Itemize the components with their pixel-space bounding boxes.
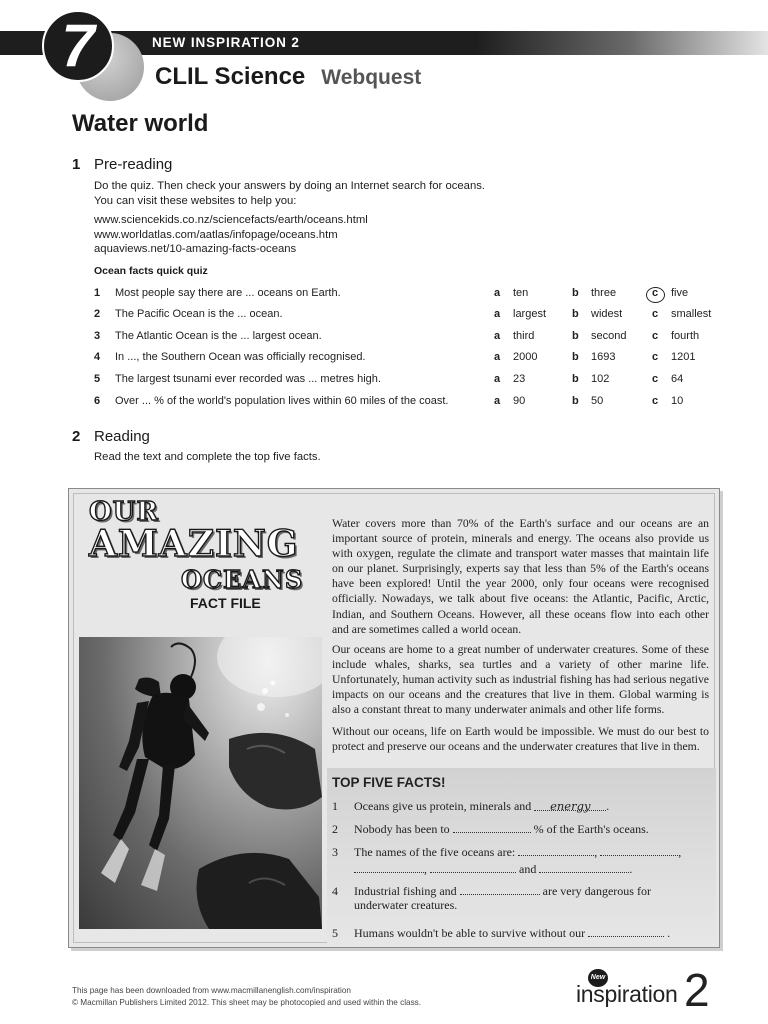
option-letter-b: b (572, 287, 579, 299)
option-c[interactable]: five (671, 287, 689, 299)
section-2-title: Reading (94, 428, 150, 445)
fact-item (332, 844, 681, 860)
fact-text-end: . (629, 862, 633, 876)
fact-text-end: are very dangerous for (542, 884, 651, 898)
brand-number: 2 (684, 964, 710, 1016)
logo-word-amazing: AMAZING (89, 523, 299, 565)
fact-text-end: . (667, 926, 671, 940)
fact-number: 2 (332, 822, 338, 836)
answer-blank[interactable] (539, 861, 629, 873)
answer-blank[interactable] (518, 844, 594, 856)
answer-blank[interactable] (588, 925, 664, 937)
quiz-number: 1 (94, 287, 101, 299)
option-letter-c: c (652, 287, 659, 299)
option-letter-a: a (494, 308, 501, 320)
quiz-row (94, 287, 734, 305)
quiz-question: The largest tsunami ever recorded was ... metres high. (115, 373, 381, 385)
option-a[interactable]: third (513, 330, 535, 342)
option-letter-a: a (494, 351, 501, 363)
option-letter-c: c (652, 351, 659, 363)
option-letter-c: c (652, 308, 659, 320)
quiz-row (94, 308, 734, 326)
option-letter-c: c (652, 330, 659, 342)
separator: , (594, 845, 598, 859)
option-letter-a: a (494, 395, 501, 407)
section-2-instructions: Read the text and complete the top five facts. (94, 451, 321, 463)
quiz-question: Over ... % of the world's population lives within 60 miles of the coast. (115, 395, 449, 407)
option-c[interactable]: 64 (671, 373, 684, 385)
section-1-title: Pre-reading (94, 156, 173, 173)
separator: , (424, 862, 427, 876)
fact-file-label: FACT FILE (190, 595, 261, 611)
answer-blank[interactable] (354, 861, 424, 873)
website-link[interactable]: www.sciencekids.co.nz/sciencefacts/earth/oceans.html (94, 214, 368, 226)
option-b[interactable]: three (591, 287, 617, 299)
option-b[interactable]: widest (591, 308, 623, 320)
fact-text: Nobody has been to (354, 822, 450, 836)
instructions-line-1: Do the quiz. Then check your answers by doing an Internet search for oceans. (94, 180, 486, 192)
diver-photo (79, 637, 322, 929)
quiz-question: The Atlantic Ocean is the ... largest ocean. (115, 330, 322, 342)
option-a[interactable]: largest (513, 308, 547, 320)
website-link[interactable]: aquaviews.net/10-amazing-facts-oceans (94, 243, 297, 255)
section-1-instructions (94, 179, 485, 208)
top-five-facts-title: TOP FIVE FACTS! (332, 775, 446, 790)
quiz-row (94, 351, 734, 369)
quiz-number: 4 (94, 351, 101, 363)
answer-blank[interactable] (600, 844, 678, 856)
fact-paragraph: Water covers more than 70% of the Earth's surface and our oceans are an important source of protein, minerals and energy. The oceans also provide us with oxygen, regulate the climate and transport water masses that maintain life on our planet. Surprisingly, experts say that less than 5% of the Earth's oceans have been explored! Until the year 2000, only four oceans were recognised officially. Nowadays, we talk about five oceans: the Atlantic, Pacific, Arctic, Indian, and Southern Oceans. However, all these oceans flow into each other and are sometimes called a world ocean. (332, 517, 709, 636)
option-letter-b: b (572, 351, 579, 363)
answer-blank[interactable] (534, 799, 606, 811)
fact-text-end: . (606, 799, 610, 813)
option-a[interactable]: ten (513, 287, 529, 299)
worksheet-title (155, 63, 421, 91)
fact-item-continued (354, 861, 632, 877)
quiz-number: 6 (94, 395, 101, 407)
separator: and (519, 862, 537, 876)
option-b[interactable]: 50 (591, 395, 604, 407)
fact-number: 1 (332, 799, 338, 813)
fact-item (332, 925, 670, 941)
option-b[interactable]: 1693 (591, 351, 616, 363)
new-badge: New (588, 969, 608, 987)
option-b[interactable]: second (591, 330, 627, 342)
option-a[interactable]: 90 (513, 395, 526, 407)
option-a[interactable]: 23 (513, 373, 526, 385)
fact-paragraph: Our oceans are home to a great number of underwater creatures. Some of these include whales, sharks, sea turtles and a variety of other marine life. Unfortunately, human activity such as industrial fishing has had serious negative impacts on our oceans and the creatures that live in them. Global warming is also a constant threat to many underwater animals and other life forms. (332, 643, 709, 717)
quiz-question: The Pacific Ocean is the ... ocean. (115, 308, 283, 320)
logo-word-oceans: OCEANS (181, 565, 304, 594)
fact-number: 5 (332, 926, 338, 940)
logo-word-our: OUR (89, 497, 159, 527)
fact-paragraph: Without our oceans, life on Earth would be impossible. We must do our best to protect and preserve our oceans and the underwater creatures that live in them. (332, 725, 709, 754)
diver-illustration (79, 637, 322, 929)
answer-blank[interactable] (453, 821, 531, 833)
unit-number: 7 (61, 12, 95, 79)
fact-item (332, 821, 649, 837)
separator: , (678, 845, 682, 859)
instructions-line-2: You can visit these websites to help you: (94, 194, 297, 207)
quiz-question: Most people say there are ... oceans on Earth. (115, 287, 341, 299)
option-letter-b: b (572, 373, 579, 385)
filled-answer: energy (550, 799, 591, 813)
section-2-heading (72, 428, 150, 445)
page-title: Water world (72, 110, 209, 137)
option-letter-a: a (494, 330, 501, 342)
section-1-number: 1 (72, 156, 81, 173)
quiz-number: 5 (94, 373, 101, 385)
quiz-number: 3 (94, 330, 101, 342)
answer-blank[interactable] (460, 883, 540, 895)
fact-item-continued: underwater creatures. (354, 898, 458, 912)
fact-text: The names of the five oceans are: (354, 845, 516, 859)
option-c[interactable]: smallest (671, 308, 712, 320)
website-list (94, 213, 368, 257)
worksheet-title-main: CLIL Science (155, 63, 306, 90)
fact-number: 4 (332, 884, 338, 898)
fact-text: Humans wouldn't be able to survive without our (354, 926, 586, 940)
option-letter-a: a (494, 287, 501, 299)
option-a[interactable]: 2000 (513, 351, 538, 363)
section-1-heading (72, 156, 172, 173)
option-c[interactable]: fourth (671, 330, 700, 342)
website-link[interactable]: www.worldatlas.com/aatlas/infopage/oceans.htm (94, 228, 338, 241)
fact-text: Oceans give us protein, minerals and (354, 799, 532, 813)
quiz-row (94, 373, 734, 391)
inspiration-logo (574, 965, 724, 1015)
download-source: This page has been downloaded from www.macmillanenglish.com/inspiration (72, 986, 351, 995)
copyright-text: © Macmillan Publishers Limited 2012. This sheet may be photocopied and used within the class. (72, 998, 422, 1007)
option-letter-b: b (572, 308, 579, 320)
answer-blank[interactable] (430, 861, 516, 873)
option-c[interactable]: 10 (671, 395, 684, 407)
quiz-number: 2 (94, 308, 101, 320)
brand-word: inspiration (576, 981, 678, 1007)
series-name: NEW INSPIRATION 2 (152, 35, 300, 50)
fact-item (332, 883, 651, 899)
option-letter-a: a (494, 373, 501, 385)
fact-number: 3 (332, 845, 338, 859)
copyright-note (72, 985, 421, 1009)
fact-text-end: % of the Earth's oceans. (533, 822, 649, 836)
quiz-row (94, 330, 734, 348)
fact-text: Industrial fishing and (354, 884, 457, 898)
option-letter-c: c (652, 395, 659, 407)
option-c[interactable]: 1201 (671, 351, 696, 363)
option-letter-b: b (572, 395, 579, 407)
option-letter-c: c (652, 373, 659, 385)
fact-item (332, 799, 609, 814)
quiz-title: Ocean facts quick quiz (94, 265, 208, 277)
worksheet-subtitle: Webquest (321, 66, 422, 89)
quiz-question: In ..., the Southern Ocean was officially recognised. (115, 351, 366, 363)
option-letter-b: b (572, 330, 579, 342)
quiz-row (94, 395, 734, 413)
section-2-number: 2 (72, 428, 81, 445)
option-b[interactable]: 102 (591, 373, 610, 385)
